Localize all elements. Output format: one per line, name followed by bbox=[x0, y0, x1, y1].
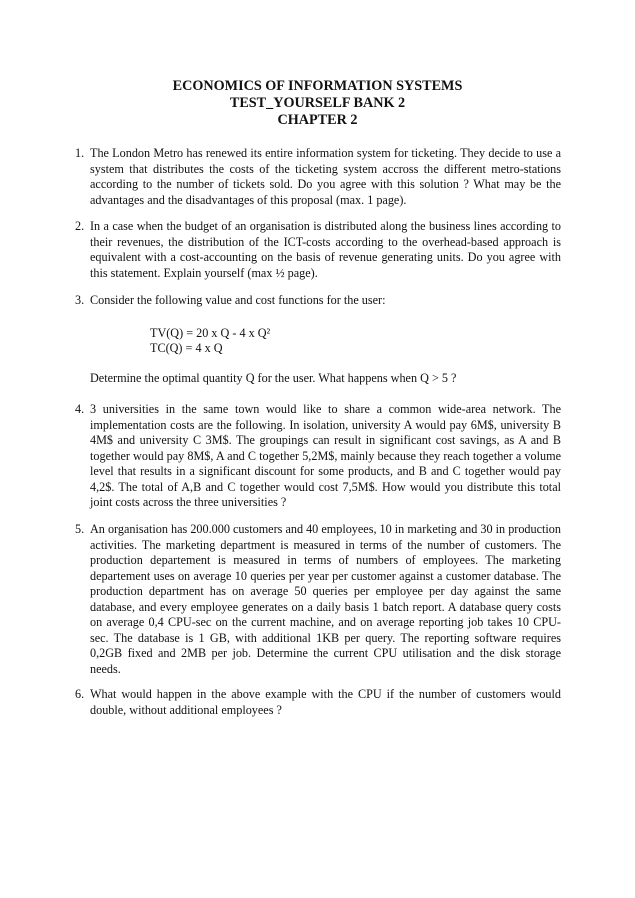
question-number: 4. bbox=[75, 402, 85, 416]
question-text: The London Metro has renewed its entire information system for ticketing. They decide to use a system that distributes the costs of the ticketing system accross the different metro-stations according to the number of tickets sold. Do you agree with this solution ? What may be the advantages and the disadvantages of this proposal (max. 1 page). bbox=[90, 146, 561, 207]
question-text: In a case when the budget of an organisation is distributed along the business lines according to their revenues, the distribution of the ICT-costs according to the overhead-based approach is equivalent with a cost-accounting on the basis of revenue generating units. Do you agree with this statement. Explain yourself (max ½ page). bbox=[90, 219, 561, 280]
question-text: Consider the following value and cost functions for the user: bbox=[90, 293, 386, 307]
question-2 bbox=[75, 219, 561, 281]
question-text: An organisation has 200.000 customers and 40 employees, 10 in marketing and 30 in production activities. The marketing department is measured in terms of the number of customers. The production departement is measured in terms of numbers of employees. The marketing departement uses on average 10 queries per year per customer against a customer database. The production department has on average 50 queries per employee per day against the same database, and every employee generates on a daily basis 1 batch report. A database query costs on average 0,4 CPU-sec on the current machine, and on average reporting job takes 10 CPU-sec. The database is 1 GB, with additional 1KB per query. The reporting software requires 0,2GB fixed and 2MB per job. Determine the current CPU utilisation and the disk storage needs. bbox=[90, 522, 561, 676]
question-number: 5. bbox=[75, 522, 85, 536]
document-header bbox=[0, 78, 635, 129]
header-subtitle: TEST_YOURSELF BANK 2 bbox=[229, 95, 406, 111]
question-text: 3 universities in the same town would like to share a common wide-area network. The implementation costs are the following. In isolation, university A would pay 6M$, university B 4M$ and university C 3M$. The groupings can result in significant cost savings, as A and B together would pay 8M$, A and C together 5,2M$, mainly because they reach together a volume level that results in a significant discount for some products, and B and C together would pay 4,2$. The total of A,B and C together would cost 7,5M$. How would you distribute this total joint costs across the three universities ? bbox=[90, 402, 561, 509]
question-6 bbox=[75, 687, 561, 718]
question-number: 6. bbox=[75, 687, 85, 701]
question-5 bbox=[75, 522, 561, 677]
question-number: 3. bbox=[75, 293, 85, 307]
question-number: 2. bbox=[75, 219, 85, 233]
header-title: ECONOMICS OF INFORMATION SYSTEMS bbox=[172, 78, 463, 94]
question-3-followup: Determine the optimal quantity Q for the user. What happens when Q > 5 ? bbox=[90, 371, 457, 385]
question-text: What would happen in the above example with the CPU if the number of customers would double, without additional employees ? bbox=[90, 687, 561, 717]
formula-total-cost: TC(Q) = 4 x Q bbox=[150, 341, 223, 355]
question-number: 1. bbox=[75, 146, 85, 160]
question-4 bbox=[75, 402, 561, 511]
formula-total-value: TV(Q) = 20 x Q - 4 x Q² bbox=[150, 326, 271, 340]
question-1 bbox=[75, 146, 561, 208]
question-3 bbox=[75, 293, 561, 309]
header-chapter: CHAPTER 2 bbox=[277, 112, 358, 128]
